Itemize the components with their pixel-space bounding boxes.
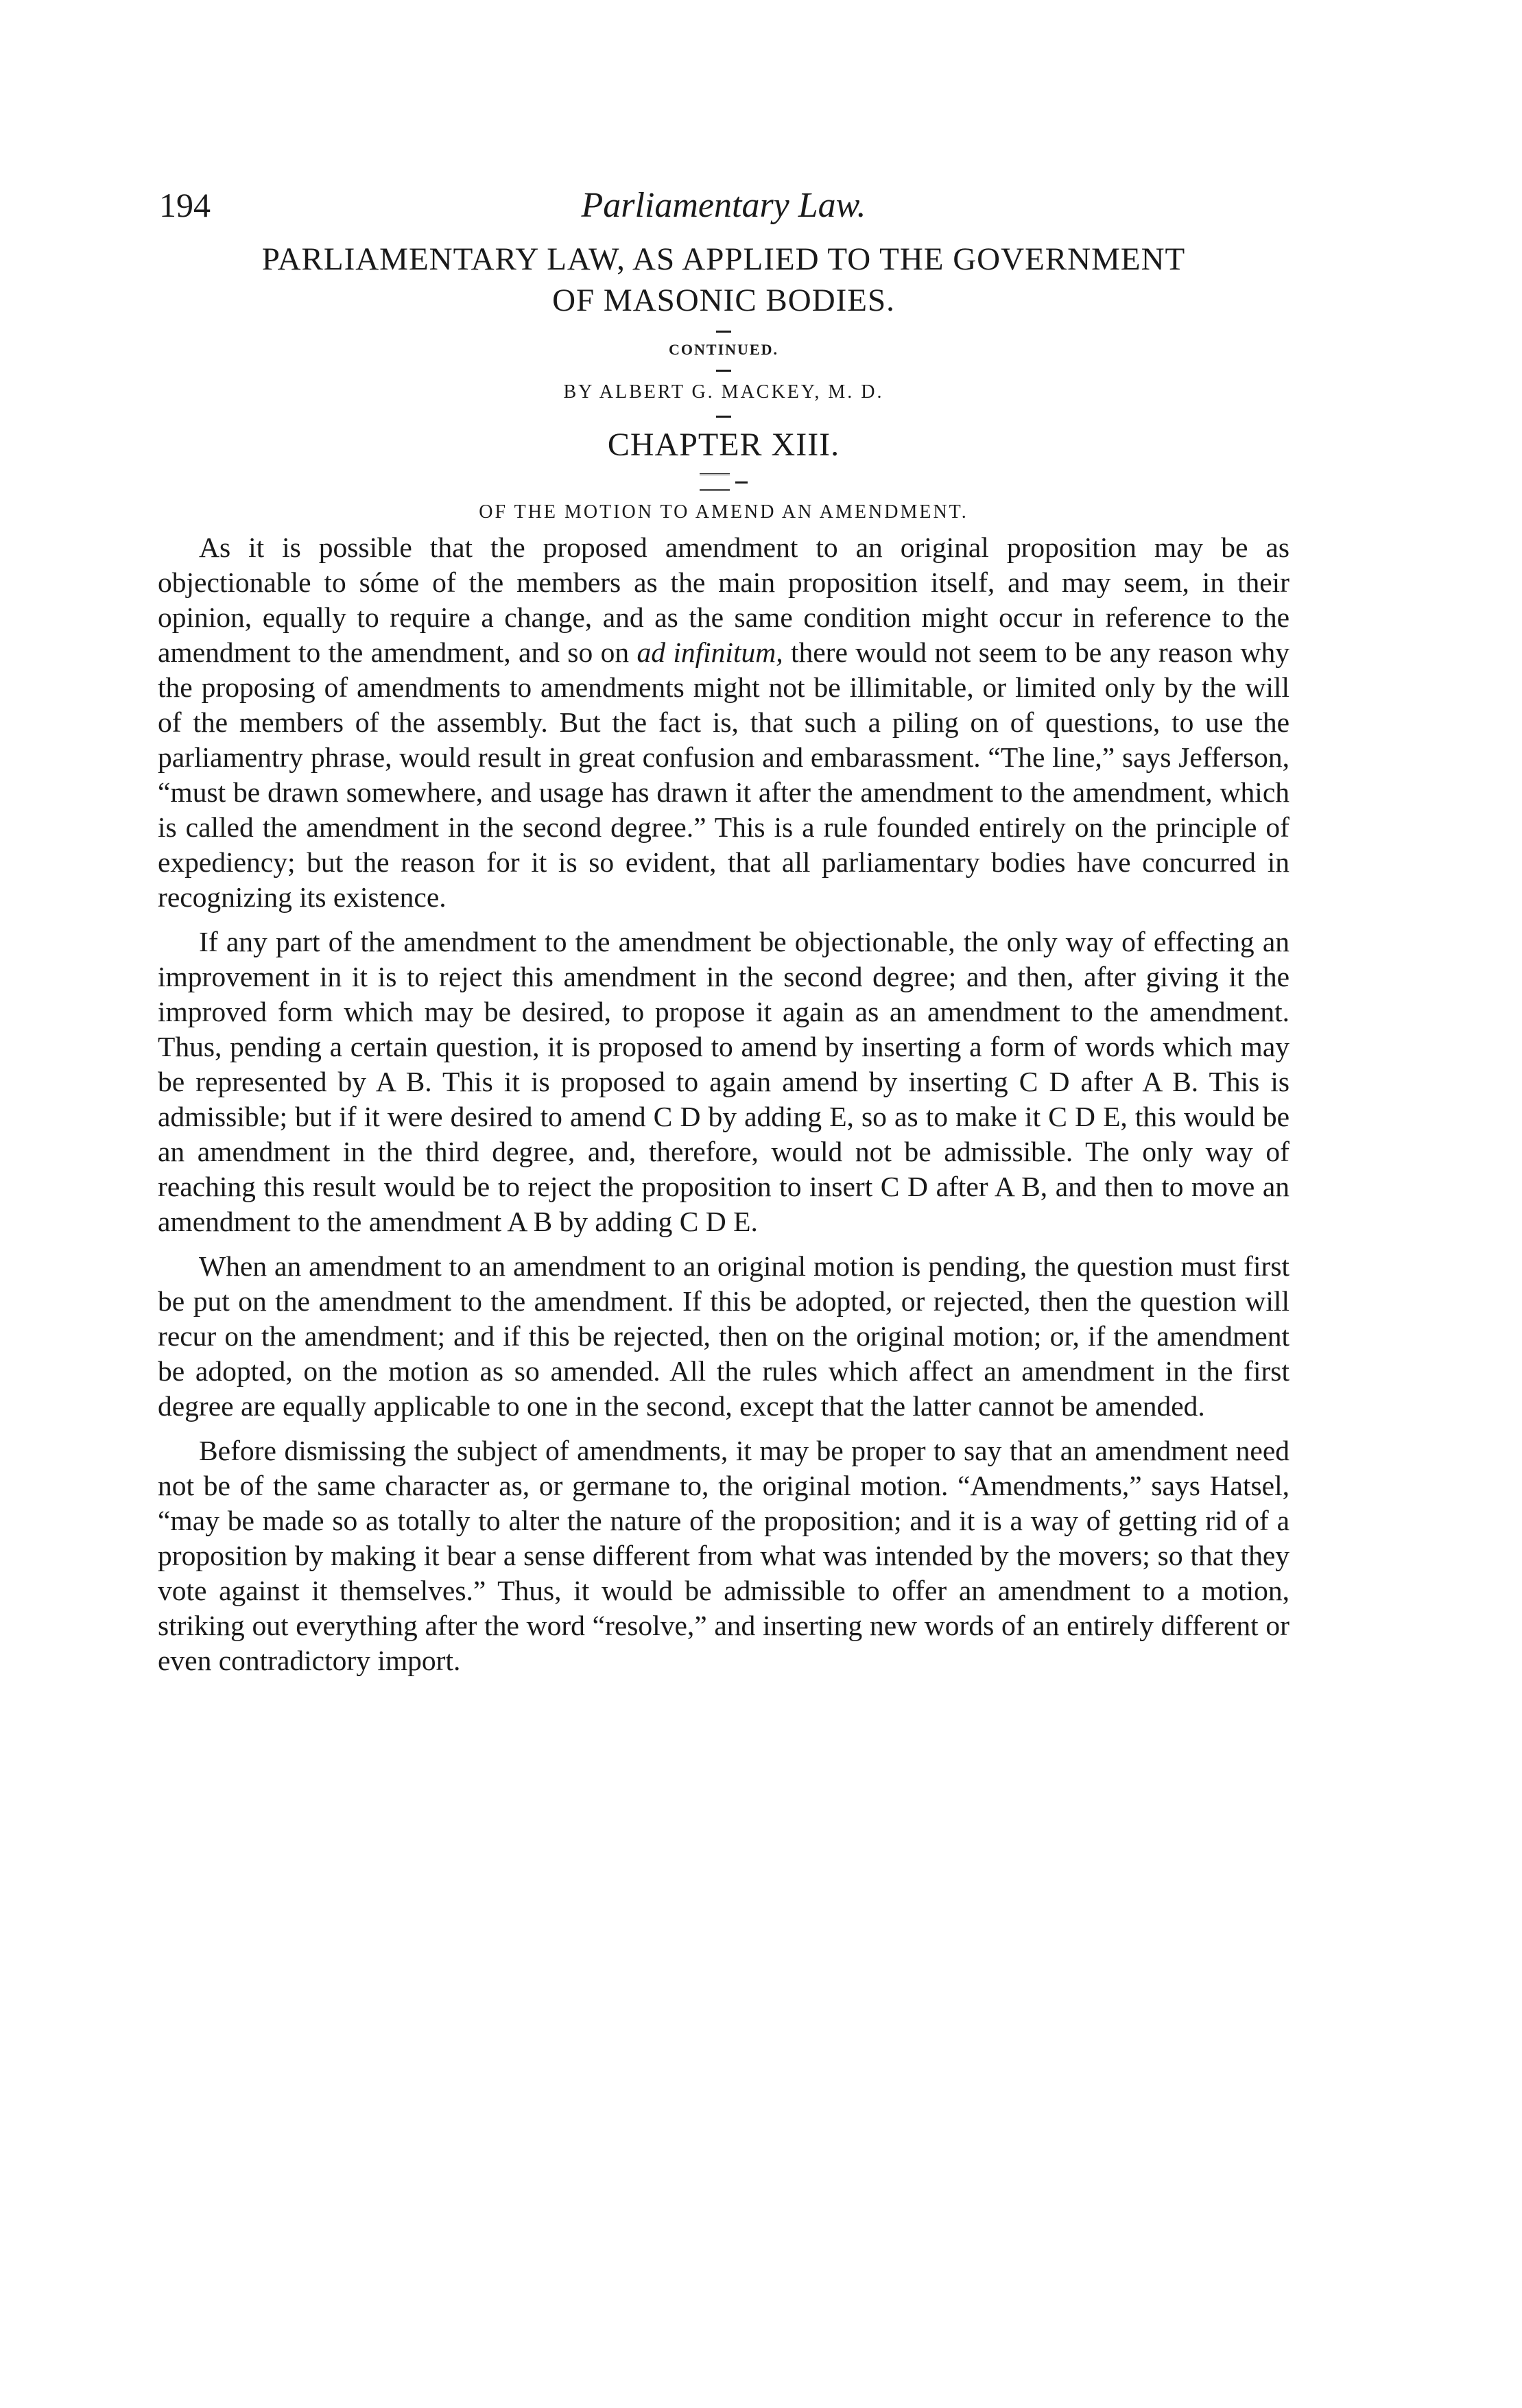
chapter-heading: CHAPTER XIII. (607, 427, 840, 463)
paragraph-2: If any part of the amendment to the amendment be objectionable, the only way of effecting an improvement in it is to reject this amendment in the second degree; and then, after giving it the improved form which may be desired, to propose it again as an amendment to the amendment. Thus, pending a certain question, it is proposed to amend by inserting a form of words which may be represented by A B. This it is proposed to again amend by inserting C D after A B. This is admissible; but if it were desired to amend C D by adding E, so as to make it C D E, this would be an amendment in the third degree, and, therefore, would not be admissible. The only way of reaching this result would be to reject the proposition to insert C D after A B, and then to move an amendment to the amendment A B by adding C D E. (158, 926, 1289, 1237)
paragraph-1-text-b: there would not seem to be any reason why the proposing of amendments to amendments might not be illimitable, or limited only by the will of the members of the assembly. But the fact is, that such a piling on of questions, to use the parliamentry phrase, would result in great confusion and embarassment. “The line,” says Jefferson, “must be drawn somewhere, and usage has drawn it after the amendment to the amendment, which is called the amendment in the second degree.” This is a rule founded entirely on the principle of expediency; but the reason for it is so evident, that all parliamentary bodies have concurred in recognizing its existence. (158, 636, 1290, 913)
paragraph-1-text-a: As it is possible that the proposed amendment to an original proposition may be as objectionable to sóme of the members as the main proposition itself, and may seem, in their opinion, equally to require a change, and as the same condition might occur in reference to the amendment to the amendment, and so on (158, 532, 1289, 668)
running-head (158, 185, 1289, 233)
ornament-divider (158, 468, 1289, 493)
article-title-line-1: PARLIAMENTARY LAW, AS APPLIED TO THE GOVERNMENT (261, 241, 1186, 277)
divider-rule (716, 331, 731, 333)
divider-rule (716, 416, 731, 418)
ornament-dash (735, 481, 748, 484)
article-title (158, 239, 1289, 321)
continued-label: CONTINUED. (669, 341, 778, 358)
ornament-icon (700, 473, 730, 491)
section-heading: OF THE MOTION TO AMEND AN AMENDMENT. (479, 501, 968, 523)
book-page (158, 185, 1289, 1678)
divider-rule (716, 370, 731, 372)
running-title: Parliamentary Law. (581, 186, 866, 225)
paragraph-3: When an amendment to an amendment to an original motion is pending, the question must first be put on the amendment to the amendment. If this be adopted, or rejected, then the question will recur on the amendment; and if this be rejected, then on the original motion; or, if the amendment be adopted, on the motion as so amended. All the rules which affect an amendment in the first degree are equally applicable to one in the second, except that the latter cannot be amended. (158, 1250, 1289, 1422)
paragraph-4: Before dismissing the subject of amendments, it may be proper to say that an amendment need not be of the same character as, or germane to, the original motion. “Amendments,” says Hatsel, “may be made so as totally to alter the nature of the proposition; and it is a way of getting rid of a proposition by making it bear a sense different from what was intended by the movers; so that they vote against it themselves.” Thus, it would be admissible to offer an amendment to a motion, striking out everything after the word “resolve,” and inserting new words of an entirely different or even contradictory import. (158, 1435, 1289, 1676)
paragraph-1 (158, 530, 1289, 915)
paragraph-1-italic-phrase: ad infinitum, (637, 636, 783, 668)
author-byline: BY ALBERT G. MACKEY, M. D. (563, 381, 884, 403)
page-number: 194 (159, 186, 211, 224)
article-title-line-2: OF MASONIC BODIES. (552, 283, 895, 318)
